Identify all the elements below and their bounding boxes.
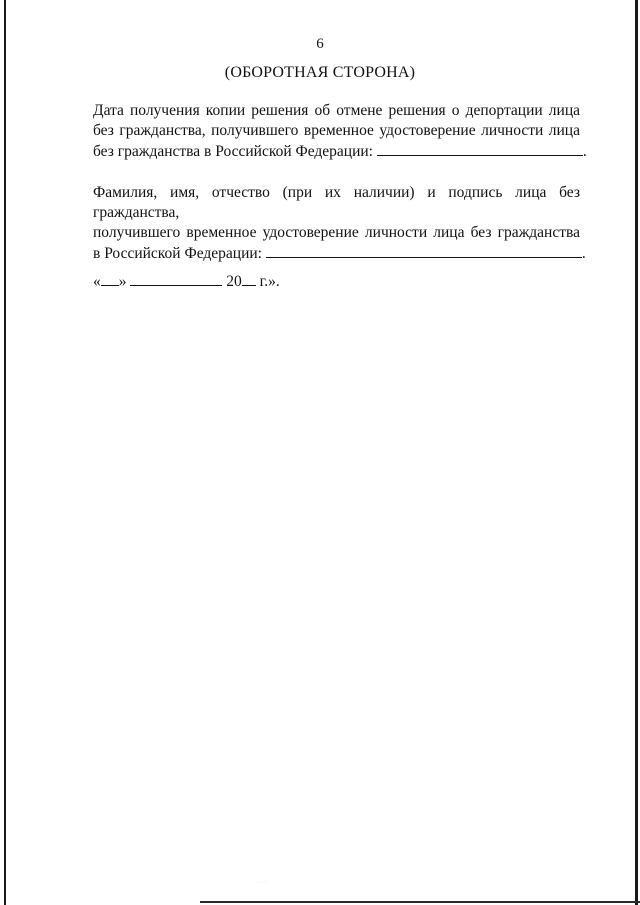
signature-line-3-end: .: [581, 245, 586, 262]
receipt-line-1: Дата получения копии решения об отмене решения о депортации лица: [93, 102, 580, 119]
scan-border-bottom: [200, 901, 640, 903]
receipt-line-3-end: .: [582, 143, 587, 160]
signature-line-3: [93, 243, 586, 264]
year-suffix: г.».: [259, 273, 280, 290]
year-prefix: 20: [226, 273, 242, 290]
signature-line-2: получившего временное удостоверение личности лица без гражданства: [93, 224, 580, 241]
receipt-line-3-text: без гражданства в Российской Федерации:: [93, 143, 373, 160]
date-line: [93, 271, 280, 291]
signature-line-3-text: в Российской Федерации:: [93, 245, 262, 262]
reverse-side-heading: (ОБОРОТНАЯ СТОРОНА): [224, 64, 416, 81]
scan-specks: · · ·: [258, 880, 267, 886]
date-open-quote: «: [93, 273, 101, 290]
signature-blank[interactable]: [266, 243, 582, 258]
page-number: 6: [316, 36, 324, 52]
month-blank[interactable]: [130, 271, 222, 286]
signature-line-1: Фамилия, имя, отчество (при их наличии) и подпись лица без гражданства,: [93, 184, 580, 221]
receipt-date-paragraph: [93, 101, 587, 162]
day-blank[interactable]: [101, 271, 119, 286]
receipt-line-2: без гражданства, получившего временное удостоверение личности лица: [93, 122, 580, 139]
signature-paragraph: [93, 183, 586, 264]
receipt-line-3: [93, 141, 587, 162]
scan-border-left: [4, 0, 6, 905]
receipt-date-blank[interactable]: [377, 141, 583, 156]
year-blank[interactable]: [242, 271, 256, 286]
scan-border-right: [635, 0, 638, 905]
date-close-quote: »: [118, 273, 127, 290]
